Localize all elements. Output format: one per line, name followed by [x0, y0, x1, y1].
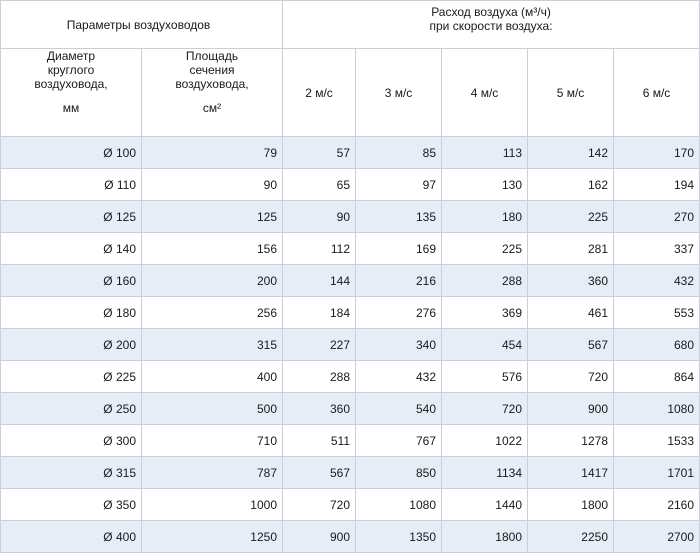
table-row [1, 265, 700, 297]
cell-flow-2: 144 [283, 265, 356, 297]
cell-flow-3: 850 [356, 457, 442, 489]
cell-flow-2: 57 [283, 137, 356, 169]
cell-diameter: Ø 200 [1, 329, 142, 361]
table-row [1, 329, 700, 361]
diameter-label-line: Диаметр [46, 49, 96, 63]
col-header-speed: 2 м/с [283, 49, 356, 137]
cell-area: 125 [142, 201, 283, 233]
table-row [1, 233, 700, 265]
table-row [1, 169, 700, 201]
cell-diameter: Ø 300 [1, 425, 142, 457]
cell-flow-5: 567 [528, 329, 614, 361]
cell-area: 315 [142, 329, 283, 361]
cell-flow-2: 65 [283, 169, 356, 201]
cell-flow-3: 216 [356, 265, 442, 297]
cell-area: 256 [142, 297, 283, 329]
cell-flow-6: 2700 [614, 521, 700, 553]
cell-flow-4: 180 [442, 201, 528, 233]
cell-flow-2: 900 [283, 521, 356, 553]
cell-area: 787 [142, 457, 283, 489]
table-row [1, 393, 700, 425]
cell-diameter: Ø 315 [1, 457, 142, 489]
table-row [1, 489, 700, 521]
cell-flow-5: 1800 [528, 489, 614, 521]
cell-flow-3: 85 [356, 137, 442, 169]
cell-diameter: Ø 100 [1, 137, 142, 169]
cell-flow-3: 540 [356, 393, 442, 425]
area-label-line: воздуховода, [175, 77, 249, 91]
cell-diameter: Ø 250 [1, 393, 142, 425]
area-label-line: сечения [189, 63, 235, 77]
cell-flow-6: 1701 [614, 457, 700, 489]
cell-flow-4: 576 [442, 361, 528, 393]
table-row [1, 297, 700, 329]
cell-flow-3: 1350 [356, 521, 442, 553]
cell-area: 156 [142, 233, 283, 265]
flow-header-line2: при скорости воздуха: [429, 19, 553, 33]
cell-flow-3: 432 [356, 361, 442, 393]
col-header-speed: 4 м/с [442, 49, 528, 137]
cell-flow-3: 340 [356, 329, 442, 361]
cell-area: 90 [142, 169, 283, 201]
cell-flow-3: 767 [356, 425, 442, 457]
cell-flow-4: 1022 [442, 425, 528, 457]
cell-flow-6: 680 [614, 329, 700, 361]
cell-diameter: Ø 400 [1, 521, 142, 553]
cell-flow-4: 288 [442, 265, 528, 297]
col-header-area [142, 49, 283, 137]
table-row [1, 361, 700, 393]
cell-flow-5: 720 [528, 361, 614, 393]
cell-flow-4: 1134 [442, 457, 528, 489]
cell-flow-2: 720 [283, 489, 356, 521]
cell-diameter: Ø 125 [1, 201, 142, 233]
params-header: Параметры воздуховодов [1, 1, 283, 49]
cell-flow-2: 511 [283, 425, 356, 457]
cell-flow-2: 360 [283, 393, 356, 425]
cell-area: 400 [142, 361, 283, 393]
cell-flow-4: 454 [442, 329, 528, 361]
table-row [1, 457, 700, 489]
diameter-label-line: воздуховода, [34, 77, 108, 91]
cell-area: 200 [142, 265, 283, 297]
cell-flow-5: 1278 [528, 425, 614, 457]
cell-flow-2: 112 [283, 233, 356, 265]
cell-diameter: Ø 350 [1, 489, 142, 521]
table-body [1, 137, 700, 553]
cell-flow-3: 97 [356, 169, 442, 201]
cell-flow-3: 1080 [356, 489, 442, 521]
cell-area: 500 [142, 393, 283, 425]
diameter-label-line: круглого [47, 63, 95, 77]
diameter-unit: мм [62, 101, 80, 115]
table-row [1, 521, 700, 553]
cell-flow-6: 864 [614, 361, 700, 393]
cell-flow-4: 225 [442, 233, 528, 265]
cell-flow-2: 227 [283, 329, 356, 361]
table-row [1, 137, 700, 169]
cell-area: 1000 [142, 489, 283, 521]
cell-flow-4: 369 [442, 297, 528, 329]
cell-flow-6: 1533 [614, 425, 700, 457]
cell-flow-6: 337 [614, 233, 700, 265]
cell-flow-4: 1440 [442, 489, 528, 521]
cell-diameter: Ø 225 [1, 361, 142, 393]
cell-flow-5: 900 [528, 393, 614, 425]
header-row-columns [1, 49, 700, 137]
cell-flow-6: 1080 [614, 393, 700, 425]
col-header-speed: 3 м/с [356, 49, 442, 137]
cell-flow-5: 162 [528, 169, 614, 201]
cell-flow-6: 194 [614, 169, 700, 201]
flow-header-line1: Расход воздуха (м³/ч) [431, 5, 551, 19]
cell-flow-4: 1800 [442, 521, 528, 553]
cell-flow-4: 113 [442, 137, 528, 169]
cell-flow-3: 169 [356, 233, 442, 265]
cell-diameter: Ø 110 [1, 169, 142, 201]
cell-area: 710 [142, 425, 283, 457]
cell-flow-5: 142 [528, 137, 614, 169]
cell-flow-6: 170 [614, 137, 700, 169]
table-row [1, 201, 700, 233]
cell-area: 79 [142, 137, 283, 169]
cell-flow-6: 270 [614, 201, 700, 233]
area-unit: см² [202, 101, 222, 115]
col-header-diameter [1, 49, 142, 137]
cell-flow-5: 225 [528, 201, 614, 233]
cell-flow-4: 130 [442, 169, 528, 201]
cell-flow-2: 184 [283, 297, 356, 329]
cell-flow-2: 90 [283, 201, 356, 233]
cell-flow-6: 2160 [614, 489, 700, 521]
cell-flow-5: 2250 [528, 521, 614, 553]
header-row-top [1, 1, 700, 49]
cell-flow-2: 288 [283, 361, 356, 393]
cell-flow-5: 360 [528, 265, 614, 297]
area-label-line: Площадь [185, 49, 239, 63]
cell-diameter: Ø 160 [1, 265, 142, 297]
cell-flow-6: 553 [614, 297, 700, 329]
cell-flow-2: 567 [283, 457, 356, 489]
cell-area: 1250 [142, 521, 283, 553]
cell-flow-3: 135 [356, 201, 442, 233]
col-header-speed: 6 м/с [614, 49, 700, 137]
cell-flow-6: 432 [614, 265, 700, 297]
cell-flow-5: 281 [528, 233, 614, 265]
col-header-speed: 5 м/с [528, 49, 614, 137]
cell-flow-5: 1417 [528, 457, 614, 489]
table-row [1, 425, 700, 457]
cell-flow-5: 461 [528, 297, 614, 329]
cell-diameter: Ø 140 [1, 233, 142, 265]
flow-header [283, 1, 700, 49]
cell-flow-3: 276 [356, 297, 442, 329]
cell-diameter: Ø 180 [1, 297, 142, 329]
cell-flow-4: 720 [442, 393, 528, 425]
